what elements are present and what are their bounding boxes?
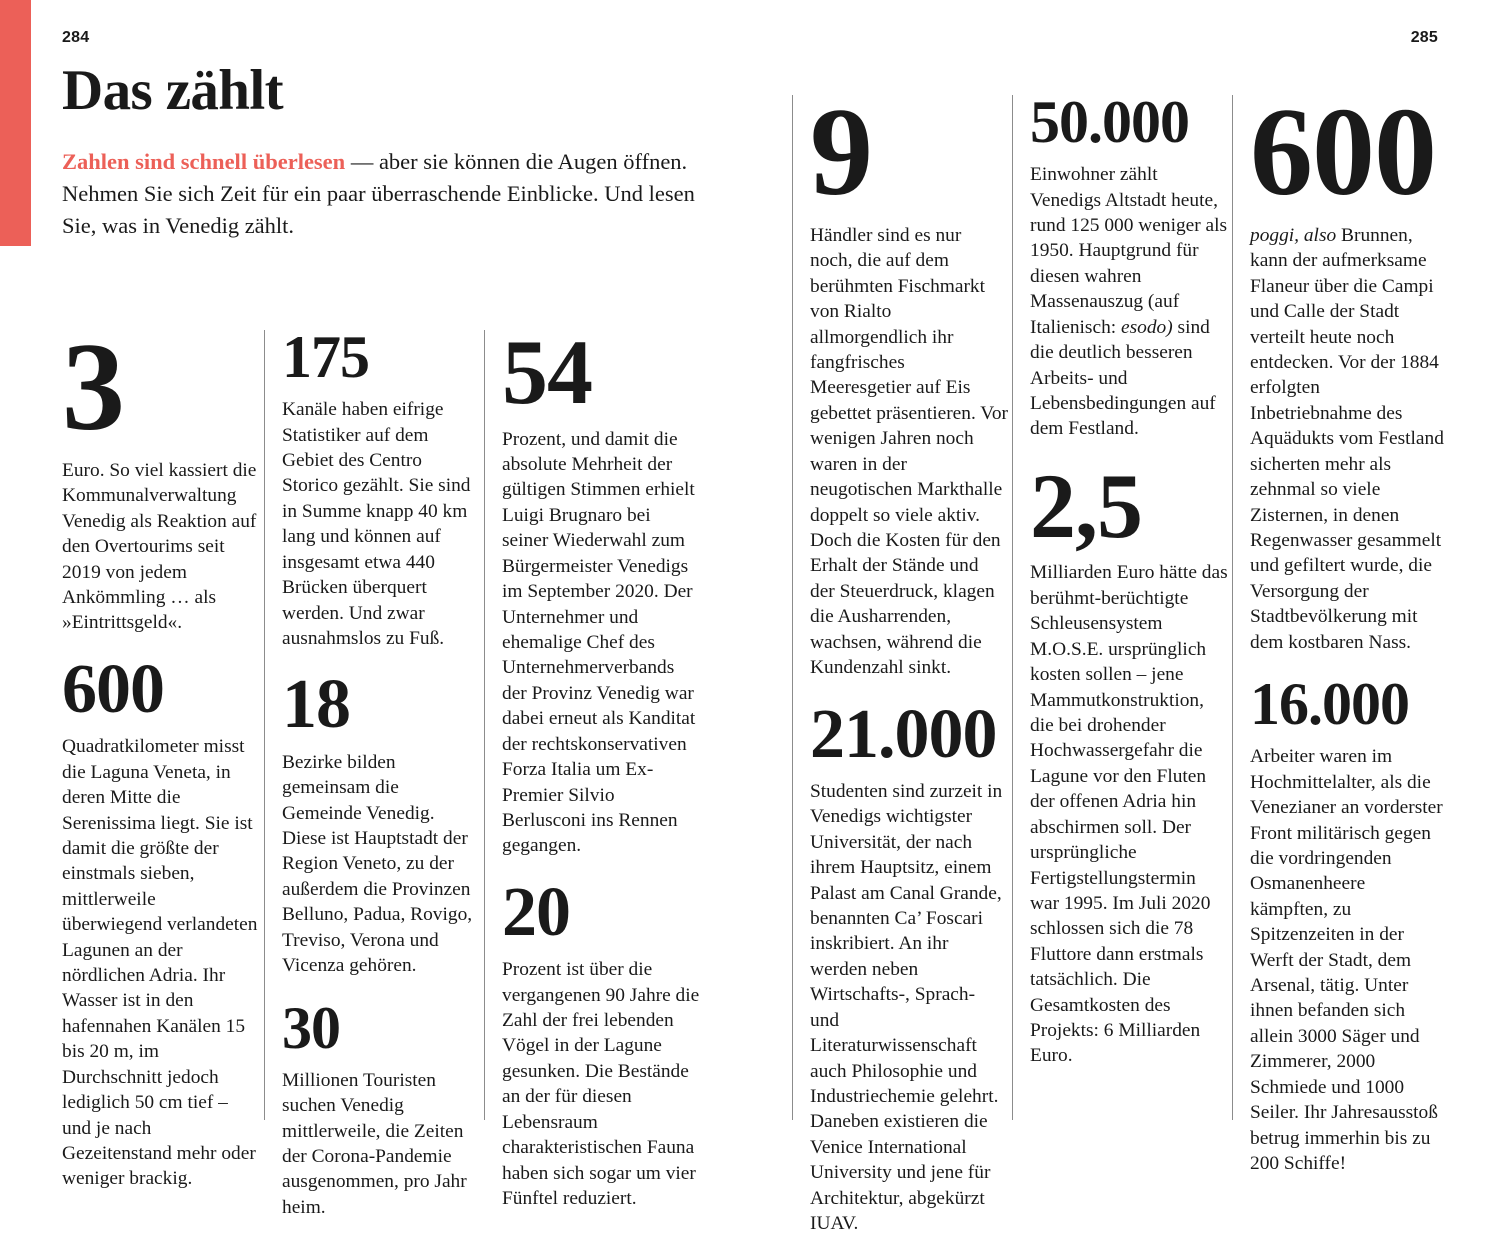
fact-number: 175 bbox=[282, 330, 480, 385]
fact-number: 18 bbox=[282, 673, 480, 737]
fact-columns bbox=[62, 0, 1438, 1176]
column-5 bbox=[1030, 95, 1228, 1069]
fact-number: 9 bbox=[810, 95, 1008, 211]
fact-item bbox=[282, 330, 480, 651]
fact-body bbox=[1250, 223, 1446, 655]
fact-body: Prozent, und damit die absolute Mehrheit der gültigen Stimmen erhielt Luigi Brugnaro bei seiner Wiederwahl zum Bürgermeister Venedigs im September 2020. Der Unternehmer und ehemalige Chef des Unternehmerverbands der Provinz Venedig war dabei erneut als Kanditat der rechtskonservativen Forza Italia um Ex-Premier Silvio Berlusconi ins Rennen gegangen. bbox=[502, 427, 700, 859]
accent-bar bbox=[0, 0, 31, 246]
fact-body-text: Brunnen, kann der aufmerksame Flaneur über die Campi und Calle der Stadt verteilt heute noch entdecken. Vor der 1884 erfolgten Inbetriebnahme des Aquädukts vom Festland sicherten mehr als zehnmal so viele Zisternen, in denen Regenwasser gesammelt und gefiltert wurde, die Versorgung der Stadtbevölkerung mit dem kostbaren Nass. bbox=[1250, 225, 1444, 653]
fact-body: Millionen Touristen suchen Venedig mittlerweile, die Zeiten der Corona-Pandemie ausgenommen, pro Jahr heim. bbox=[282, 1068, 480, 1221]
fact-number: 20 bbox=[502, 881, 700, 945]
column-6 bbox=[1250, 95, 1446, 1176]
fact-body-text: Einwohner zählt Venedigs Altstadt heute, rund 125 000 weniger als 1950. Hauptgrund für diesen wahren Massenauszug (auf Italienisch: bbox=[1030, 164, 1227, 338]
fact-body: Kanäle haben eifrige Statistiker auf dem Gebiet des Centro Storico gezählt. Sie sind in Summe knapp 40 km lang und können auf insgesamt etwa 440 Brücken überquert werden. Und zwar ausnahmslos zu Fuß. bbox=[282, 397, 480, 651]
fact-item bbox=[1030, 464, 1228, 1069]
fact-body-italic: poggi, also bbox=[1250, 225, 1336, 246]
column-divider bbox=[1232, 95, 1233, 1120]
fact-number: 16.000 bbox=[1250, 677, 1446, 732]
fact-number: 600 bbox=[1250, 95, 1446, 211]
column-1 bbox=[62, 330, 260, 1192]
column-divider bbox=[792, 95, 793, 1120]
column-divider bbox=[484, 330, 485, 1120]
fact-number: 600 bbox=[62, 658, 260, 722]
fact-body bbox=[1030, 162, 1228, 442]
column-2 bbox=[282, 330, 480, 1220]
column-divider bbox=[1012, 95, 1013, 1120]
fact-number: 30 bbox=[282, 1001, 480, 1056]
fact-body-italic: esodo) bbox=[1121, 317, 1173, 338]
fact-number: 50.000 bbox=[1030, 95, 1228, 150]
folio-right: 285 bbox=[1411, 29, 1438, 47]
standfirst-leadin: Zahlen sind schnell überlesen bbox=[62, 149, 345, 174]
fact-body: Studenten sind zurzeit in Venedigs wichtigster Universität, der nach ihrem Hauptsitz, einem Palast am Canal Grande, benannten Ca’ Foscari inskribiert. An ihr werden neben Wirtschafts-, Sprach- und Literaturwissenschaft auch Philosophie und Industriechemie gelehrt. Daneben existieren die Venice International University und jene für Architektur, abgekürzt IUAV. bbox=[810, 779, 1008, 1236]
fact-number: 2,5 bbox=[1030, 464, 1228, 549]
fact-number: 54 bbox=[502, 330, 700, 415]
fact-item bbox=[62, 330, 260, 636]
standfirst-rest: — aber sie können die Augen öffnen. Nehmen Sie sich Zeit für ein paar überraschende Einblicke. Und lesen Sie, was in Venedig zählt. bbox=[62, 149, 695, 238]
fact-number: 21.000 bbox=[810, 703, 1008, 767]
fact-item bbox=[502, 881, 700, 1212]
column-3 bbox=[502, 330, 700, 1211]
fact-item bbox=[810, 703, 1008, 1236]
fact-body: Arbeiter waren im Hochmittelalter, als die Venezianer an vorderster Front militärisch gegen die vordringenden Osmanenheere kämpften, zu Spitzenzeiten in der Werft der Stadt, dem Arsenal, tätig. Unter ihnen befanden sich allein 3000 Säger und Zimmerer, 2000 Schmiede und 1000 Seiler. Ihr Jahresausstoß betrug immerhin bis zu 200 Schiffe! bbox=[1250, 744, 1446, 1176]
fact-body: Milliarden Euro hätte das berühmt-berüchtigte Schleusensystem M.O.S.E. ursprünglich kosten sollen – jene Mammutkonstruktion, die bei drohender Hochwassergefahr die Lagune vor den Fluten der offenen Adria hin abschirmen soll. Der ursprüngliche Fertigstellungstermin war 1995. Im Juli 2020 schlossen sich die 78 Fluttore dann erstmals tatsächlich. Die Gesamtkosten des Projekts: 6 Milliarden Euro. bbox=[1030, 560, 1228, 1068]
fact-body: Prozent ist über die vergangenen 90 Jahre die Zahl der frei lebenden Vögel in der Lagune gesunken. Die Bestände an der für diesen Lebensraum charakteristischen Fauna haben sich sogar um vier Fünftel reduziert. bbox=[502, 957, 700, 1211]
fact-item bbox=[62, 658, 260, 1192]
fact-item bbox=[810, 95, 1008, 681]
fact-item bbox=[1250, 95, 1446, 655]
fact-body: Händler sind es nur noch, die auf dem berühmten Fischmarkt von Rialto allmorgendlich ihr fangfrisches Meeresgetier auf Eis gebettet präsentieren. Vor wenigen Jahren noch waren in der neugotischen Markthalle doppelt so viele aktiv. Doch die Kosten für den Erhalt der Stände und der Steuerdruck, klagen die Ausharrenden, wachsen, während die Kundenzahl sinkt. bbox=[810, 223, 1008, 681]
fact-body: Quadratkilometer misst die Laguna Veneta, in deren Mitte die Serenissima liegt. Sie ist damit die größte der einstmals sieben, mittlerweile überwiegend verlandeten Lagunen an der nördlichen Adria. Ihr Wasser ist in den hafennahen Kanälen 15 bis 20 m, im Durchschnitt jedoch lediglich 50 cm tief – und je nach Gezeitenstand mehr oder weniger brackig. bbox=[62, 734, 260, 1192]
fact-body: Euro. So viel kassiert die Kommunalverwaltung Venedig als Reaktion auf den Overtourims seit 2019 von jedem Ankömmling … als »Eintrittsgeld«. bbox=[62, 458, 260, 636]
page-title: Das zählt bbox=[62, 62, 722, 120]
fact-item bbox=[1030, 95, 1228, 442]
fact-body-text: sind die deutlich besseren Arbeits- und Lebensbedingungen auf dem Festland. bbox=[1030, 317, 1216, 440]
fact-body: Bezirke bilden gemeinsam die Gemeinde Venedig. Diese ist Hauptstadt der Region Veneto, zu der außerdem die Provinzen Belluno, Padua, Rovigo, Treviso, Verona und Vicenza gehören. bbox=[282, 750, 480, 979]
fact-number: 3 bbox=[62, 330, 260, 446]
column-divider bbox=[264, 330, 265, 1120]
fact-item bbox=[502, 330, 700, 859]
fact-item bbox=[282, 673, 480, 978]
folio-left: 284 bbox=[62, 29, 89, 47]
fact-item bbox=[1250, 677, 1446, 1176]
column-4 bbox=[810, 95, 1008, 1236]
fact-item bbox=[282, 1001, 480, 1221]
